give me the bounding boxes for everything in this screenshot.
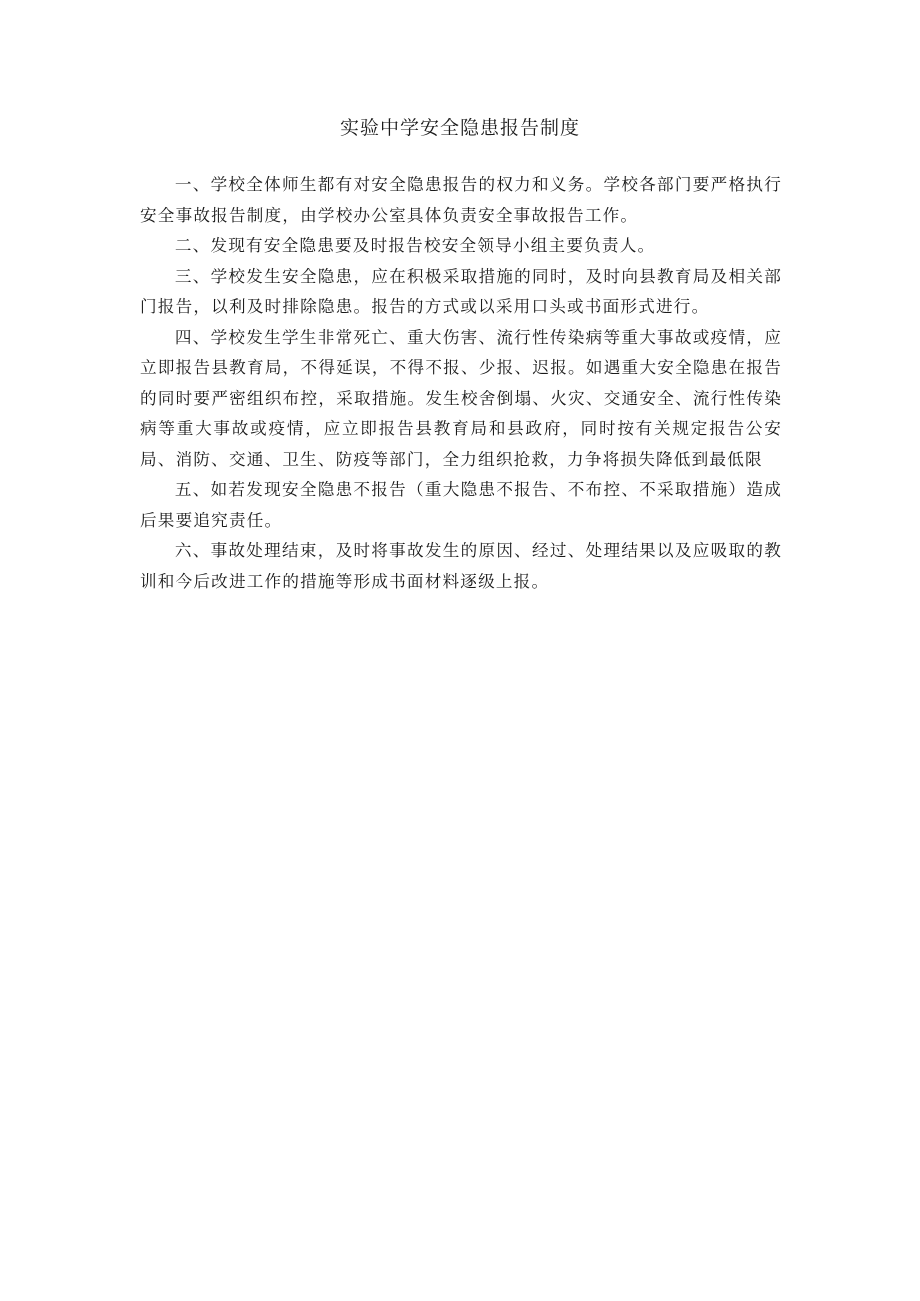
- paragraph-5: 五、如若发现安全隐患不报告（重大隐患不报告、不布控、不采取措施）造成后果要追究责任。: [140, 480, 782, 530]
- document-title: 实验中学安全隐患报告制度: [339, 117, 580, 139]
- paragraph-2: 二、发现有安全隐患要及时报告校安全领导小组主要负责人。: [174, 236, 656, 255]
- paragraph-1: 一、学校全体师生都有对安全隐患报告的权力和义务。学校各部门要严格执行安全事故报告制度，由学校办公室具体负责安全事故报告工作。: [140, 175, 782, 225]
- paragraph-3: 三、学校发生安全隐患，应在积极采取措施的同时，及时向县教育局及相关部门报告，以利及时排除隐患。报告的方式或以采用口头或书面形式进行。: [140, 266, 782, 316]
- paragraph-6: 六、事故处理结束，及时将事故发生的原因、经过、处理结果以及应吸取的教训和今后改进工作的措施等形成书面材料逐级上报。: [140, 541, 782, 591]
- document-body: [140, 170, 782, 597]
- paragraph-4: 四、学校发生学生非常死亡、重大伤害、流行性传染病等重大事故或疫情，应立即报告县教育局，不得延误，不得不报、少报、迟报。如遇重大安全隐患在报告的同时要严密组织布控，采取措施。发生校舍倒塌、火灾、交通安全、流行性传染病等重大事故或疫情，应立即报告县教育局和县政府，同时按有关规定报告公安局、消防、交通、卫生、防疫等部门，全力组织抢救，力争将损失降低到最低限: [140, 327, 782, 469]
